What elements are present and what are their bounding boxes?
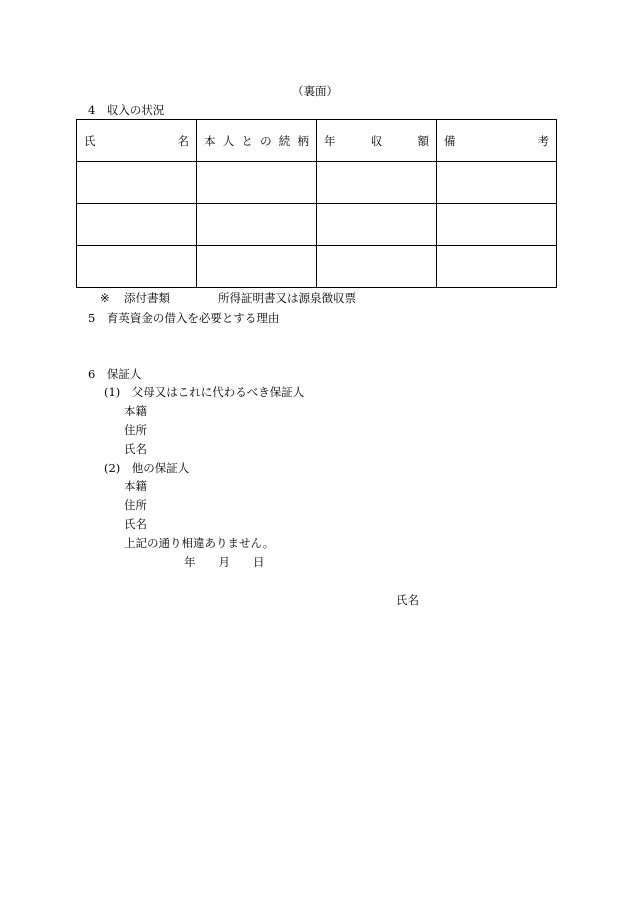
table-cell[interactable] bbox=[197, 246, 317, 288]
guarantor2-name-label: 氏名 bbox=[124, 517, 147, 531]
table-cell[interactable] bbox=[77, 162, 197, 204]
section4-heading: 4 収入の状況 bbox=[88, 103, 165, 117]
header-char: の bbox=[260, 133, 272, 148]
header-char: 氏 bbox=[84, 133, 96, 148]
header-cell-remarks bbox=[437, 120, 557, 162]
table-row bbox=[77, 246, 557, 288]
guarantor2-domicile-label: 本籍 bbox=[124, 479, 147, 493]
header-char: 人 bbox=[222, 133, 235, 148]
header-char: 収 bbox=[370, 133, 383, 148]
header-char: 本 bbox=[204, 133, 216, 148]
header-char: 名 bbox=[177, 133, 189, 148]
table-cell[interactable] bbox=[197, 162, 317, 204]
guarantor2-heading: (2) 他の保証人 bbox=[104, 461, 190, 475]
income-table-header bbox=[77, 120, 557, 162]
page-title: （裏面） bbox=[292, 84, 338, 98]
table-cell[interactable] bbox=[77, 246, 197, 288]
header-char: 年 bbox=[324, 133, 336, 148]
guarantor2-address-label: 住所 bbox=[124, 498, 147, 512]
header-cell-name bbox=[77, 120, 197, 162]
attachment-note-mark: ※ bbox=[100, 291, 110, 305]
declaration-text: 上記の通り相違ありません。 bbox=[124, 536, 275, 550]
header-char: と bbox=[241, 133, 253, 148]
header-char: 備 bbox=[444, 133, 456, 148]
header-char: 考 bbox=[537, 133, 549, 148]
guarantor1-domicile-label: 本籍 bbox=[124, 404, 147, 418]
header-cell-relationship bbox=[197, 120, 317, 162]
table-cell[interactable] bbox=[317, 162, 437, 204]
table-cell[interactable] bbox=[317, 204, 437, 246]
attachment-note-text: 所得証明書又は源泉徴収票 bbox=[218, 291, 356, 305]
guarantor1-heading: (1) 父母又はこれに代わるべき保証人 bbox=[104, 385, 305, 399]
table-cell[interactable] bbox=[77, 204, 197, 246]
header-char: 続 bbox=[278, 133, 291, 148]
table-row bbox=[77, 204, 557, 246]
attachment-note-label: 添付書類 bbox=[124, 291, 170, 305]
table-cell[interactable] bbox=[197, 204, 317, 246]
income-table bbox=[76, 119, 557, 288]
table-cell[interactable] bbox=[437, 246, 557, 288]
header-char: 額 bbox=[417, 133, 429, 148]
header-cell-annual-income bbox=[317, 120, 437, 162]
table-cell[interactable] bbox=[437, 204, 557, 246]
guarantor1-name-label: 氏名 bbox=[124, 442, 147, 456]
guarantor1-address-label: 住所 bbox=[124, 423, 147, 437]
table-cell[interactable] bbox=[437, 162, 557, 204]
header-char: 柄 bbox=[297, 133, 309, 148]
declaration-date: 年 月 日 bbox=[184, 555, 265, 569]
declaration-name-label: 氏名 bbox=[396, 593, 419, 607]
section6-heading: 6 保証人 bbox=[88, 367, 142, 381]
table-cell[interactable] bbox=[317, 246, 437, 288]
table-row bbox=[77, 162, 557, 204]
section5-heading: 5 育英資金の借入を必要とする理由 bbox=[88, 311, 280, 325]
